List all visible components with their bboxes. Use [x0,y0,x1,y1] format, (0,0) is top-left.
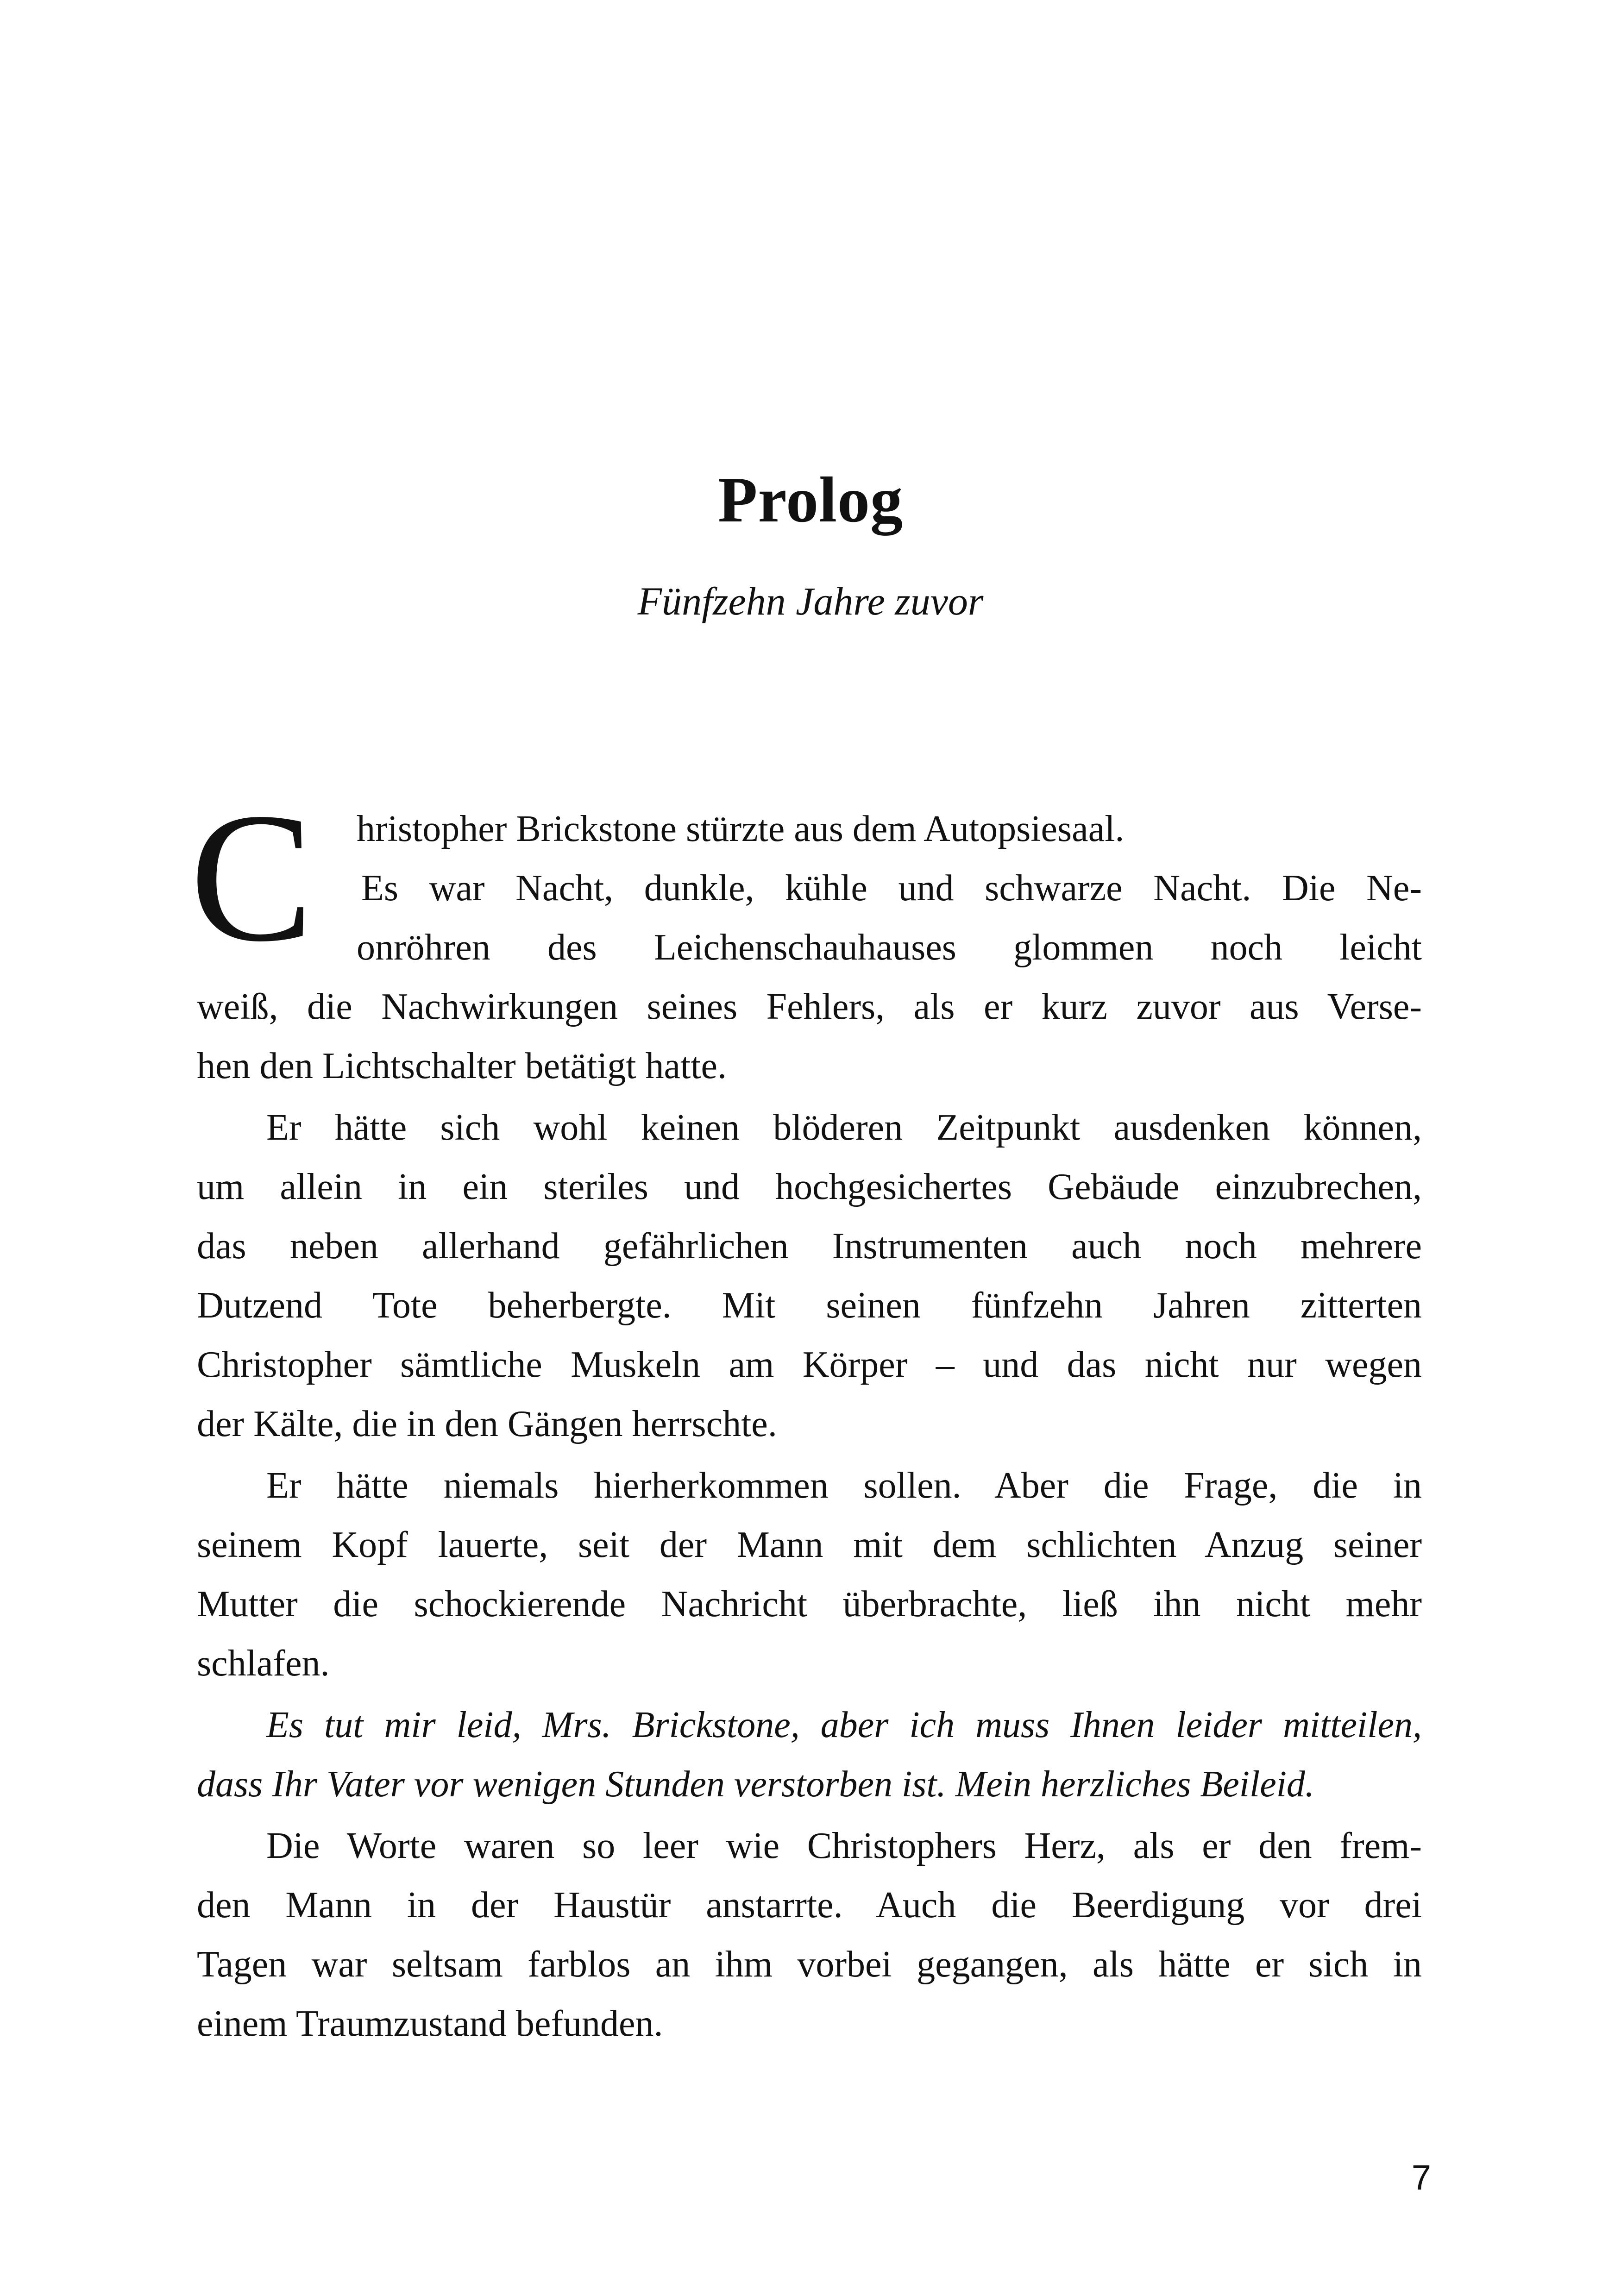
text-line: Er hätte niemals hierherkommen sollen. Aber die Frage, die in [266,1465,1422,1506]
drop-cap: C [190,775,314,980]
text-line: weiß, die Nachwirkungen seines Fehlers, als er kurz zuvor aus Verse- [197,986,1422,1027]
text-line: Er hätte sich wohl keinen blöderen Zeitpunkt ausdenken können, [266,1107,1422,1148]
page-number: 7 [1411,2158,1431,2197]
text-line: seinem Kopf lauerte, seit der Mann mit dem schlichten Anzug seiner [197,1524,1422,1565]
text-line: einem Traumzustand befunden. [197,2003,663,2044]
text-line: Christopher sämtliche Muskeln am Körper – und das nicht nur wegen [197,1344,1422,1385]
text-line: Tagen war seltsam farblos an ihm vorbei gegangen, als hätte er sich in [197,1944,1422,1985]
text-line: schlafen. [197,1643,330,1684]
chapter-title: Prolog [717,464,904,536]
italic-text-line: dass Ihr Vater vor wenigen Stunden verstorben ist. Mein herzliches Beileid. [197,1764,1314,1805]
text-line: um allein in ein steriles und hochgesichertes Gebäude einzubrechen, [197,1167,1422,1207]
text-line: hristopher Brickstone stürzte aus dem Autopsiesaal. [357,809,1125,849]
text-line: hen den Lichtschalter betätigt hatte. [197,1046,727,1086]
text-line: Es war Nacht, dunkle, kühle und schwarze Nacht. Die Ne- [361,868,1422,909]
italic-text-line: Es tut mir leid, Mrs. Brickstone, aber ich muss Ihnen leider mitteilen, [266,1705,1422,1745]
text-line: der Kälte, die in den Gängen herrschte. [197,1404,777,1444]
text-line: onröhren des Leichenschauhauses glommen noch leicht [357,927,1422,968]
text-line: Mutter die schockierende Nachricht überbrachte, ließ ihn nicht mehr [197,1584,1422,1625]
text-line: den Mann in der Haustür anstarrte. Auch die Beerdigung vor drei [197,1885,1422,1926]
text-line: Dutzend Tote beherbergte. Mit seinen fünfzehn Jahren zitterten [197,1285,1422,1326]
chapter-subtitle: Fünfzehn Jahre zuvor [637,579,984,623]
text-line: das neben allerhand gefährlichen Instrumenten auch noch mehrere [197,1226,1422,1267]
text-line: Die Worte waren so leer wie Christophers Herz, als er den frem- [266,1826,1422,1866]
